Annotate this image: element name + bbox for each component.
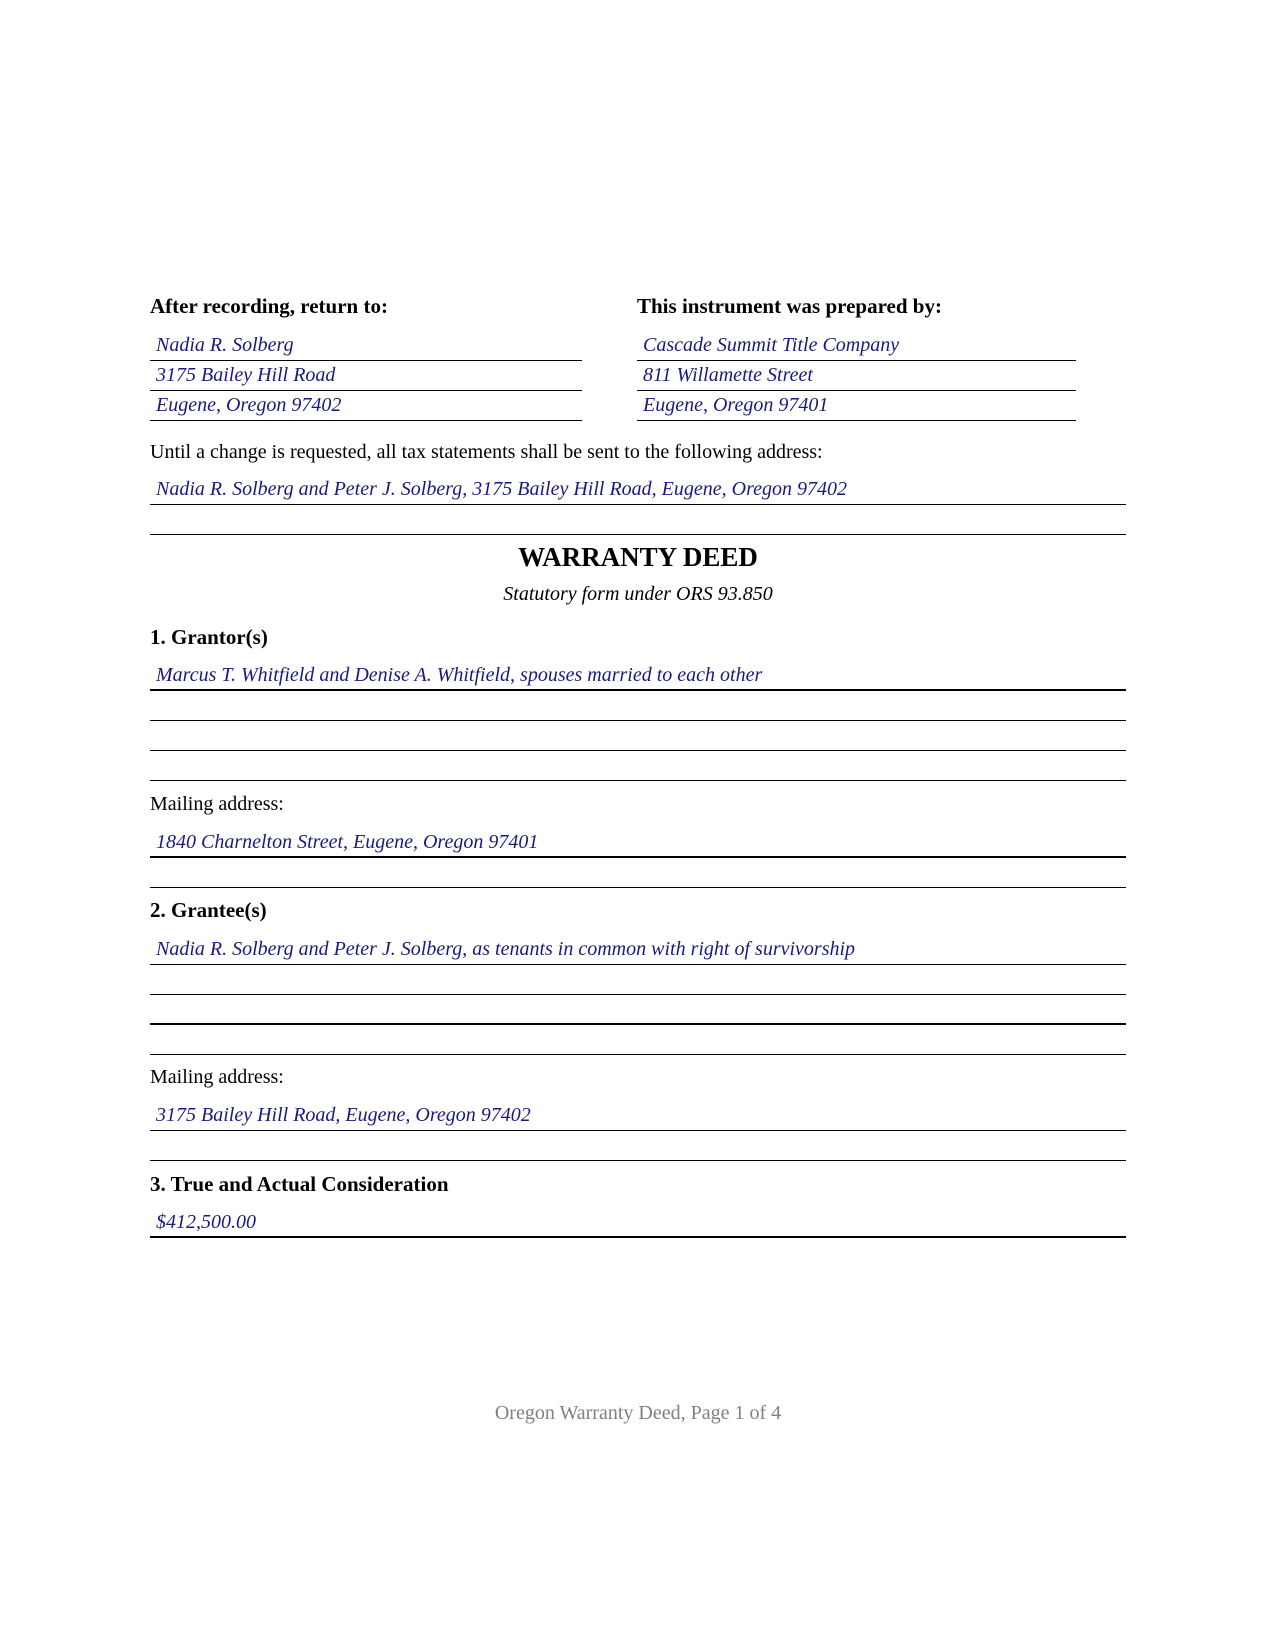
grantor-heading: 1. Grantor(s) xyxy=(150,625,268,649)
return-to-line-3[interactable] xyxy=(150,390,582,421)
document-subtitle: Statutory form under ORS 93.850 xyxy=(503,583,773,605)
grantee-mailing-label: Mailing address: xyxy=(150,1066,284,1088)
grantor-names: Marcus T. Whitfield and Denise A. Whitfield, spouses married to each other xyxy=(156,664,763,686)
return-to-name: Nadia R. Solberg xyxy=(156,334,294,356)
deed-page xyxy=(150,0,1126,1650)
grantor-line-4[interactable] xyxy=(150,750,1126,781)
page-footer: Oregon Warranty Deed, Page 1 of 4 xyxy=(494,1402,782,1424)
tax-statements-label: Until a change is requested, all tax statements shall be sent to the following address: xyxy=(150,441,823,463)
grantee-names: Nadia R. Solberg and Peter J. Solberg, as tenants in common with right of survivorship xyxy=(156,938,856,960)
consideration-line[interactable] xyxy=(150,1207,1126,1238)
grantee-mailing-line-1[interactable] xyxy=(150,1100,1126,1131)
prepared-by-line-3[interactable] xyxy=(637,390,1076,421)
consideration-heading: 3. True and Actual Consideration xyxy=(150,1172,449,1196)
consideration-amount: $412,500.00 xyxy=(156,1211,256,1233)
prepared-by-line-1[interactable] xyxy=(637,330,1076,361)
return-to-city: Eugene, Oregon 97402 xyxy=(156,394,342,416)
tax-address-line-1[interactable] xyxy=(150,474,1126,505)
prepared-by-city: Eugene, Oregon 97401 xyxy=(643,394,829,416)
grantor-line-3[interactable] xyxy=(150,720,1126,751)
return-to-label: After recording, return to: xyxy=(150,294,388,318)
grantee-line-2[interactable] xyxy=(150,964,1126,995)
grantor-mailing-label: Mailing address: xyxy=(150,793,284,815)
prepared-by-company: Cascade Summit Title Company xyxy=(643,334,900,356)
prepared-by-line-2[interactable] xyxy=(637,360,1076,391)
prepared-by-label: This instrument was prepared by: xyxy=(637,294,942,318)
grantor-mailing-line-2[interactable] xyxy=(150,857,1126,888)
grantee-line-1[interactable] xyxy=(150,934,1126,965)
prepared-by-street: 811 Willamette Street xyxy=(643,364,813,386)
grantee-line-3[interactable] xyxy=(150,994,1126,1025)
return-to-street: 3175 Bailey Hill Road xyxy=(156,364,336,386)
grantor-mailing-address: 1840 Charnelton Street, Eugene, Oregon 97401 xyxy=(156,831,539,853)
document-title: WARRANTY DEED xyxy=(518,542,758,572)
grantee-heading: 2. Grantee(s) xyxy=(150,898,267,922)
return-to-line-2[interactable] xyxy=(150,360,582,391)
return-to-line-1[interactable] xyxy=(150,330,582,361)
grantor-line-1[interactable] xyxy=(150,660,1126,691)
grantee-mailing-line-2[interactable] xyxy=(150,1130,1126,1161)
tax-address-value: Nadia R. Solberg and Peter J. Solberg, 3175 Bailey Hill Road, Eugene, Oregon 97402 xyxy=(156,478,847,500)
grantee-mailing-address: 3175 Bailey Hill Road, Eugene, Oregon 97402 xyxy=(156,1104,531,1126)
tax-address-line-2[interactable] xyxy=(150,504,1126,535)
grantor-line-2[interactable] xyxy=(150,690,1126,721)
grantee-line-4[interactable] xyxy=(150,1024,1126,1055)
grantor-mailing-line-1[interactable] xyxy=(150,827,1126,858)
